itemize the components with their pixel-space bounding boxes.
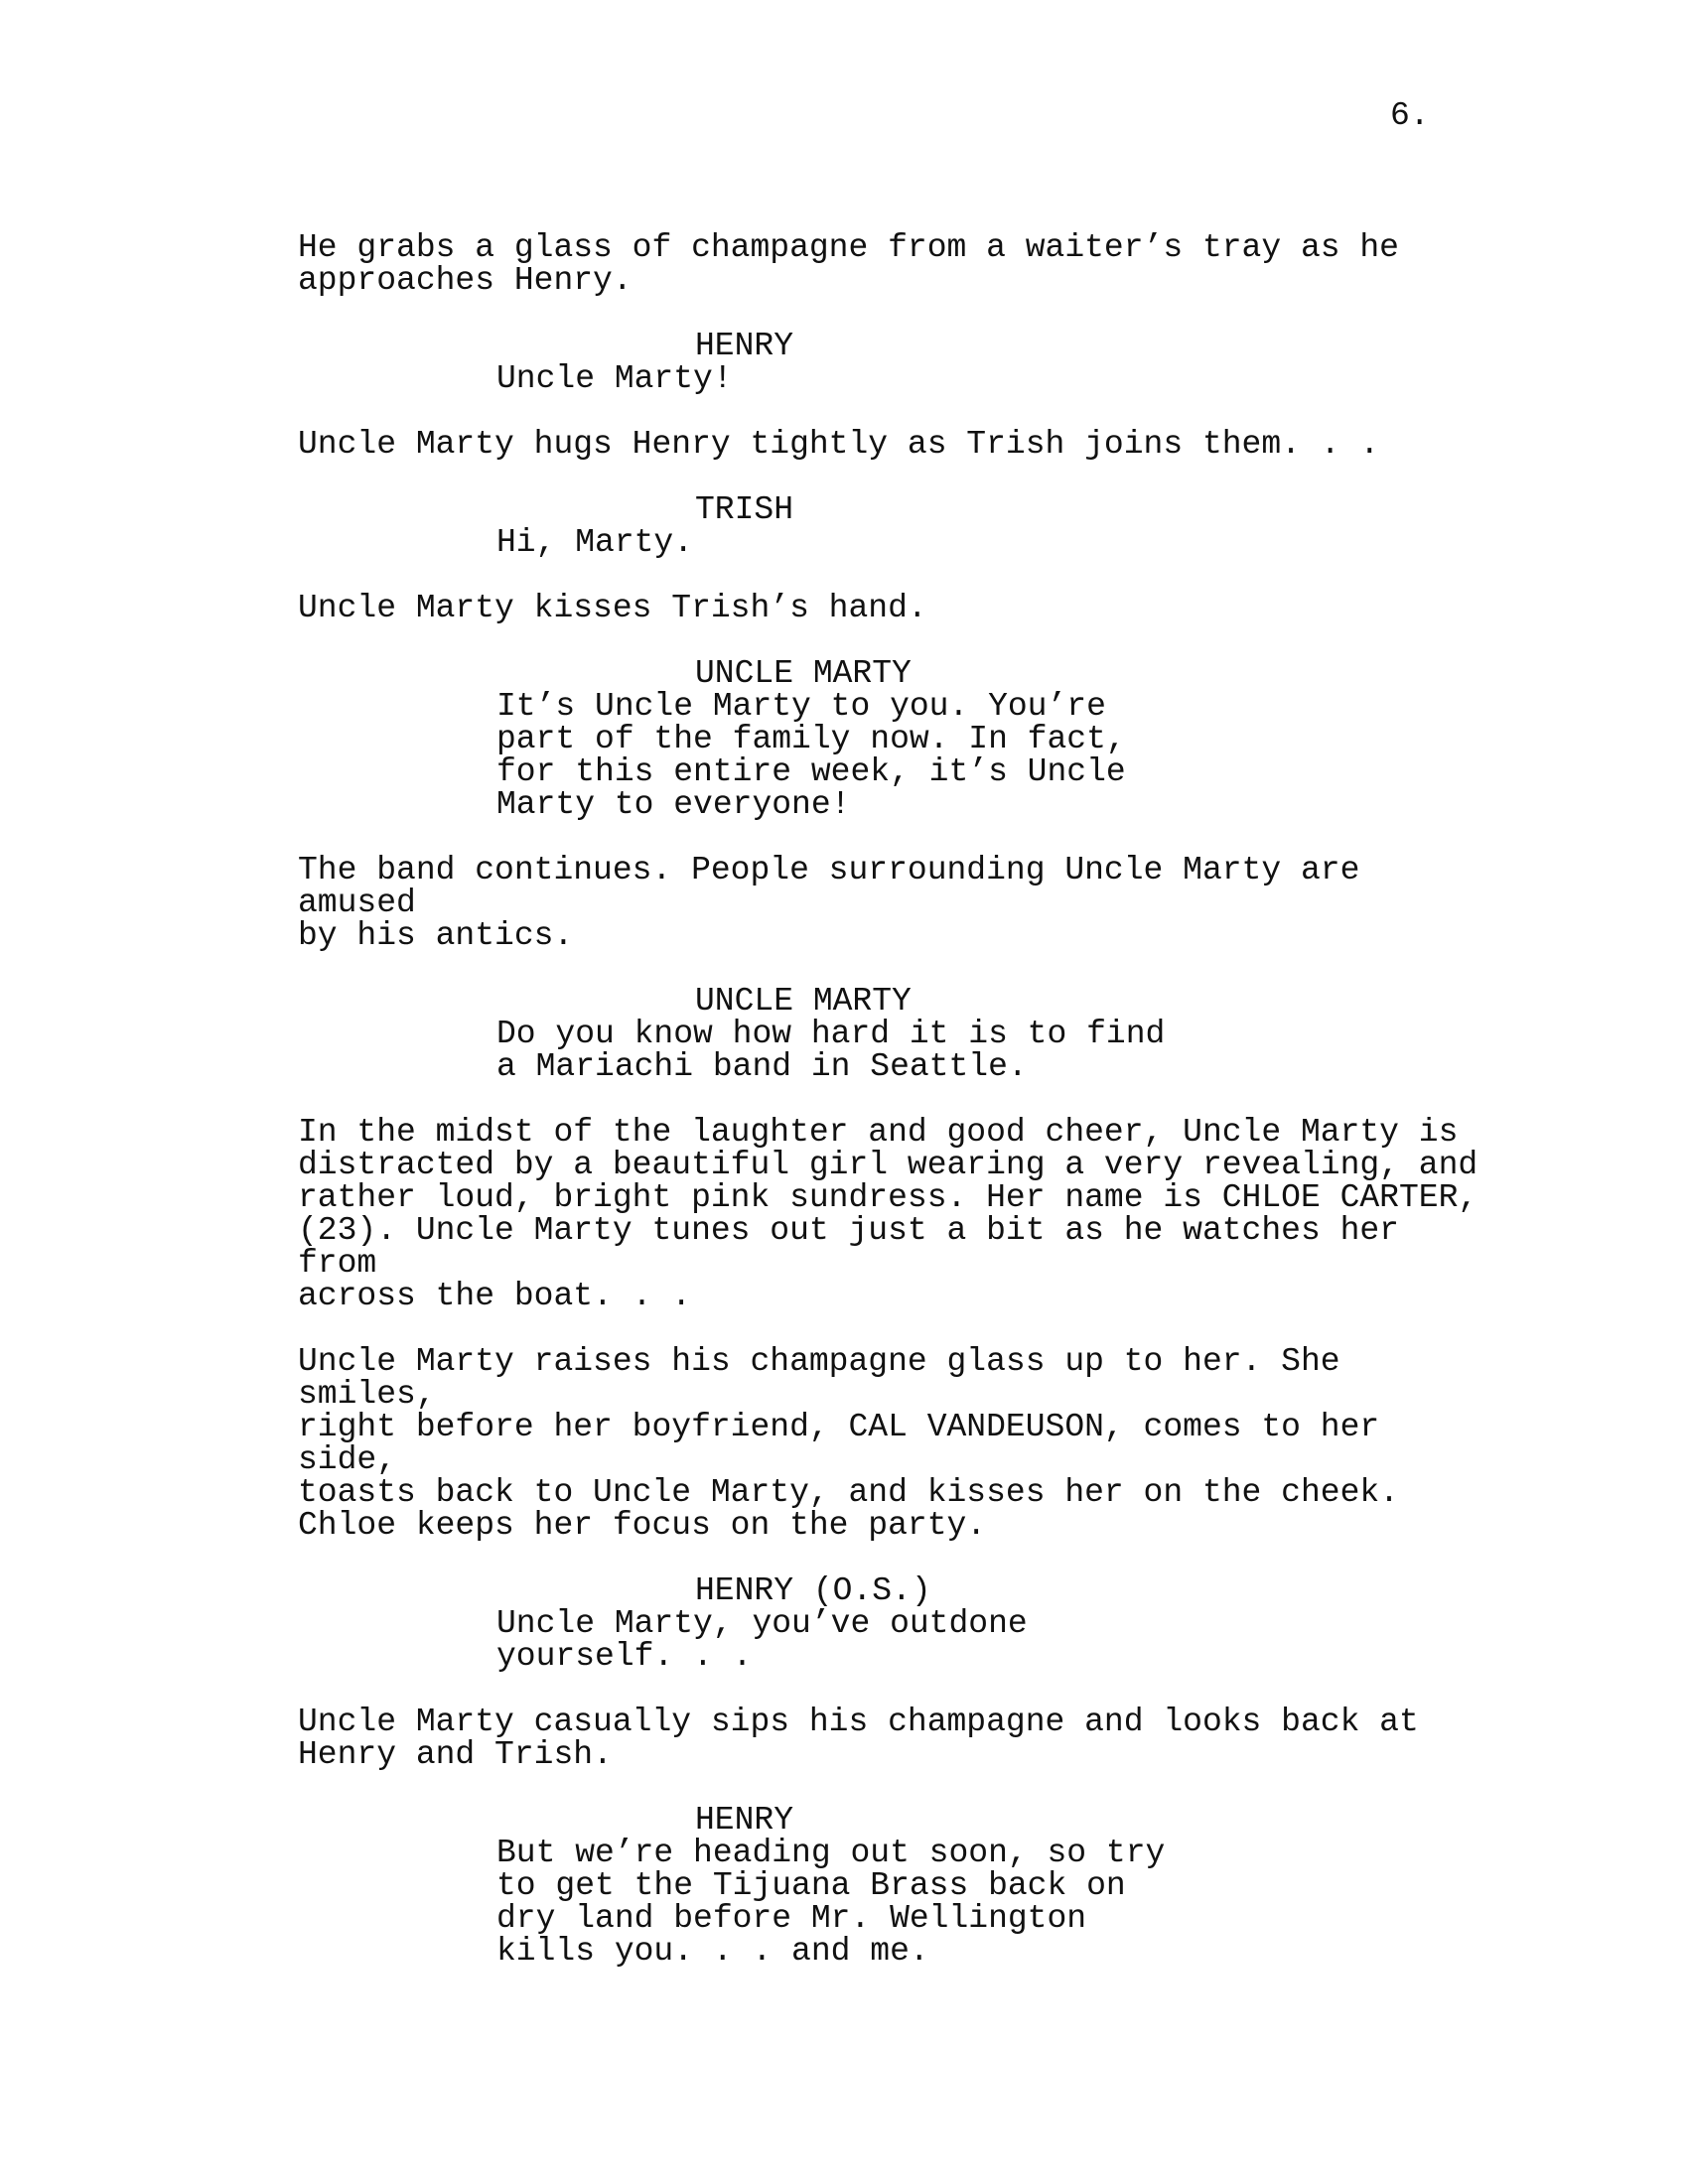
dialogue-block: [298, 985, 1489, 1083]
dialogue-block: [298, 1574, 1489, 1673]
action-line: Uncle Marty hugs Henry tightly as Trish joins them. . .: [298, 426, 1380, 463]
character-name: UNCLE MARTY: [695, 655, 912, 692]
action-line: Uncle Marty casually sips his champagne and looks back at Henry and Trish.: [298, 1704, 1419, 1773]
dialogue-block: [298, 1804, 1489, 1968]
character-name: HENRY (O.S.): [695, 1572, 931, 1609]
action-line: Uncle Marty kisses Trish’s hand.: [298, 590, 927, 626]
dialogue-line: It’s Uncle Marty to you. You’re part of the family now. In fact, for this entire week, it’s Uncle Marty to everyone!: [496, 688, 1126, 823]
action-line: He grabs a glass of champagne from a waiter’s tray as he approaches Henry.: [298, 229, 1399, 299]
dialogue-block: [298, 493, 1489, 559]
dialogue-line: Uncle Marty!: [496, 360, 733, 397]
character-name: TRISH: [695, 491, 794, 528]
dialogue-block: [298, 657, 1489, 821]
dialogue-block: [298, 330, 1489, 395]
dialogue-line: But we’re heading out soon, so try to get the Tijuana Brass back on dry land before Mr. Wellington kills you. . . and me.: [496, 1835, 1166, 1970]
character-name: HENRY: [695, 328, 794, 364]
script-body: [298, 231, 1489, 1968]
character-name: UNCLE MARTY: [695, 983, 912, 1020]
dialogue-line: Do you know how hard it is to find a Mariachi band in Seattle.: [496, 1016, 1166, 1085]
action-line: In the midst of the laughter and good cheer, Uncle Marty is distracted by a beautiful girl wearing a very revealing, and rather loud, bright pink sundress. Her name is CHLOE CARTER, (23). Uncle Marty tunes out just a bit as he watches her from across the boat. . .: [298, 1114, 1478, 1314]
action-line: The band continues. People surrounding Uncle Marty are amused by his antics.: [298, 852, 1360, 954]
action-line: Uncle Marty raises his champagne glass up to her. She smiles, right before her boyfriend, CAL VANDEUSON, comes to her side, toasts back to Uncle Marty, and kisses her on the cheek. Chloe keeps her focus on the party.: [298, 1343, 1399, 1544]
page-number: 6.: [1390, 97, 1430, 134]
dialogue-line: Hi, Marty.: [496, 524, 694, 561]
character-name: HENRY: [695, 1802, 794, 1839]
dialogue-line: Uncle Marty, you’ve outdone yourself. . .: [496, 1605, 1028, 1675]
